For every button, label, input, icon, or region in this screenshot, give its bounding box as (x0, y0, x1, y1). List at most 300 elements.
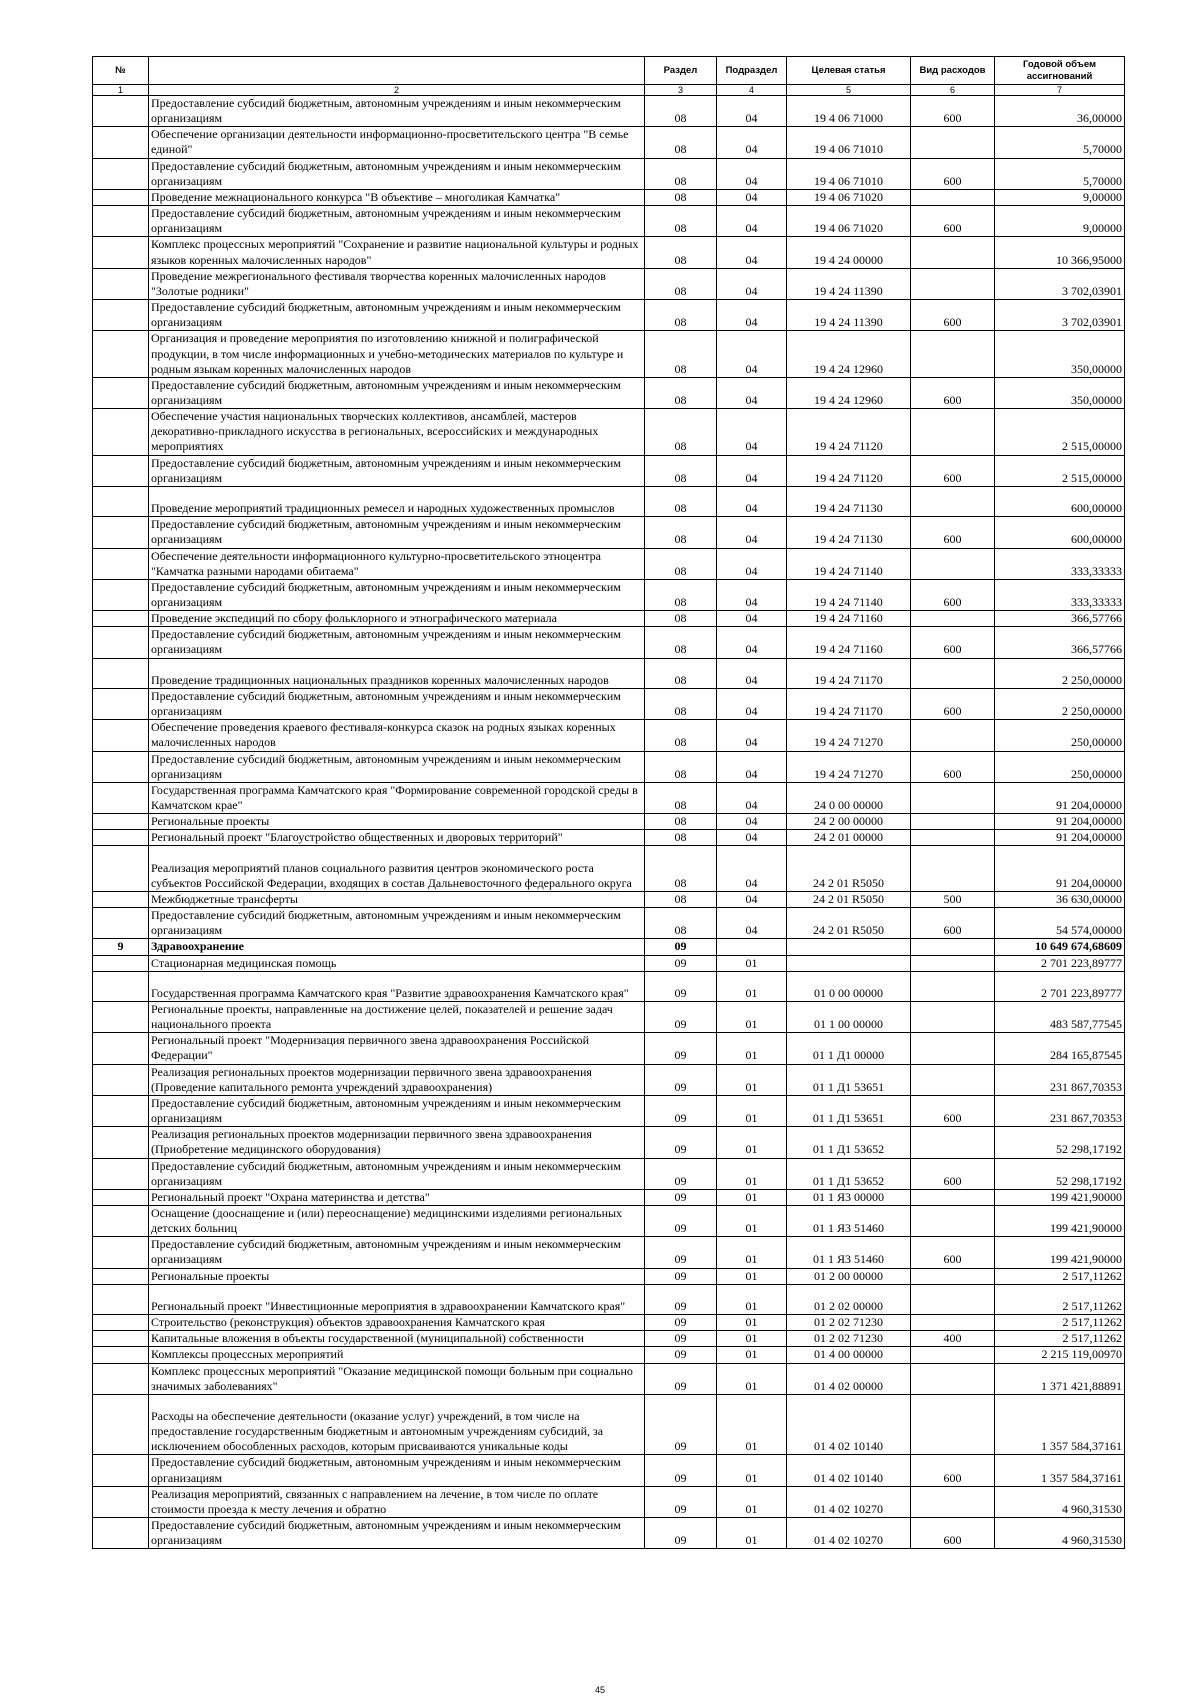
expense-type-cell (911, 1347, 995, 1363)
amount-cell: 600,00000 (995, 486, 1125, 516)
amount-cell: 333,33333 (995, 548, 1125, 579)
razdel-cell: 09 (645, 1284, 717, 1314)
row-number-cell (93, 611, 149, 627)
table-row (93, 1206, 1125, 1237)
target-article-cell: 24 2 01 R5050 (787, 846, 911, 891)
row-number-cell (93, 300, 149, 331)
item-name-cell: Предоставление субсидий бюджетным, автономным учреждениям и иным некоммерческим организациям (149, 751, 645, 782)
item-name-cell: Предоставление субсидий бюджетным, автономным учреждениям и иным некоммерческим организациям (149, 158, 645, 189)
podrazdel-cell: 01 (717, 1268, 787, 1284)
item-name-cell: Предоставление субсидий бюджетным, автономным учреждениям и иным некоммерческим организациям (149, 300, 645, 331)
table-row (93, 1455, 1125, 1486)
podrazdel-cell: 01 (717, 1315, 787, 1331)
row-number-cell (93, 1315, 149, 1331)
row-number-cell (93, 1001, 149, 1032)
item-name-cell: Реализация мероприятий, связанных с направлением на лечение, в том числе по оплате стоимости проезда к месту лечения и обратно (149, 1486, 645, 1517)
razdel-cell: 09 (645, 1486, 717, 1517)
razdel-cell: 08 (645, 268, 717, 299)
amount-cell: 2 701 223,89777 (995, 971, 1125, 1001)
razdel-cell: 09 (645, 1189, 717, 1205)
row-number-cell (93, 1206, 149, 1237)
row-number-cell (93, 658, 149, 688)
row-number-cell (93, 830, 149, 846)
target-article-cell: 19 4 24 71160 (787, 611, 911, 627)
table-row (93, 830, 1125, 846)
amount-cell: 2 517,11262 (995, 1331, 1125, 1347)
header-expense-type: Вид расходов (911, 57, 995, 85)
table-row (93, 688, 1125, 719)
razdel-cell: 09 (645, 1127, 717, 1158)
expense-type-cell: 600 (911, 908, 995, 939)
target-article-cell: 19 4 24 00000 (787, 237, 911, 268)
item-name-cell: Предоставление субсидий бюджетным, автономным учреждениям и иным некоммерческим организациям (149, 1237, 645, 1268)
item-name-cell: Организация и проведение мероприятия по изготовлению книжной и полиграфической продукции, в том числе информационных и учебно-методических материалов по культуре и родным языкам коренных малочисленных народов (149, 331, 645, 377)
razdel-cell: 09 (645, 1268, 717, 1284)
target-article-cell: 19 4 24 12960 (787, 331, 911, 377)
item-name-cell: Предоставление субсидий бюджетным, автономным учреждениям и иным некоммерческим организациям (149, 517, 645, 548)
row-number-cell (93, 1189, 149, 1205)
expense-type-cell (911, 814, 995, 830)
table-row (93, 1363, 1125, 1394)
item-name-cell: Реализация региональных проектов модернизации первичного звена здравоохранения (Приобретение медицинского оборудования) (149, 1127, 645, 1158)
podrazdel-cell: 01 (717, 1158, 787, 1189)
amount-cell: 2 515,00000 (995, 455, 1125, 486)
header-podrazdel: Подраздел (717, 57, 787, 85)
podrazdel-cell: 04 (717, 206, 787, 237)
amount-cell: 5,70000 (995, 158, 1125, 189)
target-article-cell: 24 2 00 00000 (787, 814, 911, 830)
row-number-cell (93, 1158, 149, 1189)
expense-type-cell (911, 1315, 995, 1331)
table-row (93, 1268, 1125, 1284)
razdel-cell: 08 (645, 300, 717, 331)
header-target-article: Целевая статья (787, 57, 911, 85)
item-name-cell: Обеспечение проведения краевого фестиваля-конкурса сказок на родных языках коренных малочисленных народов (149, 720, 645, 751)
row-number-cell (93, 486, 149, 516)
expense-type-cell: 600 (911, 1237, 995, 1268)
razdel-cell: 08 (645, 891, 717, 907)
item-name-cell: Региональные проекты (149, 1268, 645, 1284)
row-number-cell (93, 1033, 149, 1064)
target-article-cell: 01 4 02 10270 (787, 1518, 911, 1549)
expense-type-cell (911, 782, 995, 813)
item-name-cell: Предоставление субсидий бюджетным, автономным учреждениям и иным некоммерческим организациям (149, 908, 645, 939)
amount-cell: 199 421,90000 (995, 1206, 1125, 1237)
budget-table-sheet (92, 56, 1124, 1549)
amount-cell: 91 204,00000 (995, 814, 1125, 830)
podrazdel-cell: 01 (717, 1033, 787, 1064)
podrazdel-cell: 01 (717, 1486, 787, 1517)
podrazdel-cell: 01 (717, 1001, 787, 1032)
header-annual-amount: Годовой объем ассигнований (995, 57, 1125, 85)
amount-cell: 10 649 674,68609 (995, 939, 1125, 955)
table-row (93, 971, 1125, 1001)
expense-type-cell (911, 611, 995, 627)
expense-type-cell (911, 1268, 995, 1284)
header-number: № (93, 57, 149, 85)
expense-type-cell: 600 (911, 1095, 995, 1126)
page-number: 45 (594, 1685, 605, 1695)
table-row (93, 814, 1125, 830)
razdel-cell: 08 (645, 579, 717, 610)
target-article-cell: 19 4 24 71270 (787, 720, 911, 751)
row-number-cell (93, 1363, 149, 1394)
row-number-cell (93, 1331, 149, 1347)
target-article-cell: 19 4 24 71120 (787, 455, 911, 486)
row-number-cell (93, 955, 149, 971)
expense-type-cell (911, 1486, 995, 1517)
amount-cell: 91 204,00000 (995, 830, 1125, 846)
item-name-cell: Здравоохранение (149, 939, 645, 955)
expense-type-cell: 600 (911, 1455, 995, 1486)
target-article-cell: 01 1 Д1 53652 (787, 1158, 911, 1189)
table-row (93, 579, 1125, 610)
razdel-cell: 08 (645, 627, 717, 658)
expense-type-cell (911, 1033, 995, 1064)
row-number-cell (93, 206, 149, 237)
amount-cell: 91 204,00000 (995, 846, 1125, 891)
budget-table (92, 56, 1125, 1549)
item-name-cell: Стационарная медицинская помощь (149, 955, 645, 971)
target-article-cell: 19 4 24 71170 (787, 688, 911, 719)
razdel-cell: 08 (645, 377, 717, 408)
amount-cell: 366,57766 (995, 611, 1125, 627)
row-number-cell (93, 751, 149, 782)
item-name-cell: Предоставление субсидий бюджетным, автономным учреждениям и иным некоммерческим организациям (149, 1455, 645, 1486)
item-name-cell: Комплексы процессных мероприятий (149, 1347, 645, 1363)
amount-cell: 91 204,00000 (995, 782, 1125, 813)
column-number: 1 (93, 85, 149, 96)
target-article-cell: 01 2 02 00000 (787, 1284, 911, 1314)
podrazdel-cell: 01 (717, 1237, 787, 1268)
row-number-cell (93, 1095, 149, 1126)
amount-cell: 54 574,00000 (995, 908, 1125, 939)
row-number-cell (93, 1284, 149, 1314)
item-name-cell: Предоставление субсидий бюджетным, автономным учреждениям и иным некоммерческим организациям (149, 377, 645, 408)
amount-cell: 2 250,00000 (995, 688, 1125, 719)
table-row (93, 268, 1125, 299)
razdel-cell: 09 (645, 1095, 717, 1126)
item-name-cell: Комплекс процессных мероприятий "Сохранение и развитие национальной культуры и родных языков коренных малочисленных народов" (149, 237, 645, 268)
expense-type-cell (911, 1394, 995, 1455)
razdel-cell: 08 (645, 127, 717, 158)
expense-type-cell (911, 1363, 995, 1394)
podrazdel-cell: 01 (717, 971, 787, 1001)
razdel-cell: 08 (645, 611, 717, 627)
amount-cell: 3 702,03901 (995, 268, 1125, 299)
podrazdel-cell: 04 (717, 579, 787, 610)
expense-type-cell: 600 (911, 1518, 995, 1549)
expense-type-cell (911, 971, 995, 1001)
item-name-cell: Межбюджетные трансферты (149, 891, 645, 907)
target-article-cell: 19 4 24 71140 (787, 579, 911, 610)
razdel-cell: 08 (645, 331, 717, 377)
row-number-cell (93, 846, 149, 891)
podrazdel-cell: 04 (717, 331, 787, 377)
podrazdel-cell: 01 (717, 1189, 787, 1205)
table-row (93, 782, 1125, 813)
target-article-cell: 01 0 00 00000 (787, 971, 911, 1001)
item-name-cell: Проведение межнационального конкурса "В объективе – многоликая Камчатка" (149, 189, 645, 205)
table-row (93, 1347, 1125, 1363)
amount-cell: 199 421,90000 (995, 1189, 1125, 1205)
target-article-cell: 01 2 02 71230 (787, 1331, 911, 1347)
table-row (93, 377, 1125, 408)
amount-cell: 36,00000 (995, 96, 1125, 127)
target-article-cell (787, 939, 911, 955)
razdel-cell: 08 (645, 158, 717, 189)
target-article-cell: 19 4 24 71120 (787, 409, 911, 455)
target-article-cell: 01 1 Д1 00000 (787, 1033, 911, 1064)
amount-cell: 1 371 421,88891 (995, 1363, 1125, 1394)
column-number: 6 (911, 85, 995, 96)
razdel-cell: 08 (645, 237, 717, 268)
row-number-cell (93, 237, 149, 268)
row-number-cell (93, 331, 149, 377)
podrazdel-cell: 01 (717, 1206, 787, 1237)
amount-cell: 1 357 584,37161 (995, 1455, 1125, 1486)
amount-cell: 2 517,11262 (995, 1315, 1125, 1331)
column-number: 3 (645, 85, 717, 96)
target-article-cell: 19 4 24 71170 (787, 658, 911, 688)
expense-type-cell: 600 (911, 688, 995, 719)
row-number-cell (93, 971, 149, 1001)
expense-type-cell: 600 (911, 1158, 995, 1189)
target-article-cell: 19 4 06 71000 (787, 96, 911, 127)
expense-type-cell: 600 (911, 579, 995, 610)
podrazdel-cell: 01 (717, 955, 787, 971)
expense-type-cell: 400 (911, 1331, 995, 1347)
podrazdel-cell: 04 (717, 782, 787, 813)
podrazdel-cell: 01 (717, 1331, 787, 1347)
razdel-cell: 08 (645, 720, 717, 751)
target-article-cell: 19 4 24 11390 (787, 300, 911, 331)
row-number-cell (93, 158, 149, 189)
amount-cell: 52 298,17192 (995, 1127, 1125, 1158)
table-row (93, 1394, 1125, 1455)
amount-cell: 231 867,70353 (995, 1064, 1125, 1095)
target-article-cell: 19 4 06 71010 (787, 127, 911, 158)
item-name-cell: Государственная программа Камчатского края "Формирование современной городской среды в Камчатском крае" (149, 782, 645, 813)
column-number-row (93, 85, 1125, 96)
amount-cell: 284 165,87545 (995, 1033, 1125, 1064)
amount-cell: 199 421,90000 (995, 1237, 1125, 1268)
podrazdel-cell: 04 (717, 189, 787, 205)
expense-type-cell (911, 237, 995, 268)
target-article-cell: 01 1 Д1 53651 (787, 1064, 911, 1095)
amount-cell: 36 630,00000 (995, 891, 1125, 907)
item-name-cell: Предоставление субсидий бюджетным, автономным учреждениям и иным некоммерческим организациям (149, 627, 645, 658)
target-article-cell: 01 1 Д1 53651 (787, 1095, 911, 1126)
expense-type-cell (911, 1064, 995, 1095)
row-number-cell (93, 455, 149, 486)
target-article-cell: 24 0 00 00000 (787, 782, 911, 813)
razdel-cell: 08 (645, 688, 717, 719)
razdel-cell: 09 (645, 1455, 717, 1486)
amount-cell: 350,00000 (995, 331, 1125, 377)
expense-type-cell (911, 486, 995, 516)
row-number-cell (93, 1347, 149, 1363)
expense-type-cell (911, 268, 995, 299)
expense-type-cell (911, 409, 995, 455)
podrazdel-cell: 01 (717, 1064, 787, 1095)
expense-type-cell (911, 955, 995, 971)
podrazdel-cell: 04 (717, 846, 787, 891)
razdel-cell: 09 (645, 1206, 717, 1237)
amount-cell: 10 366,95000 (995, 237, 1125, 268)
item-name-cell: Расходы на обеспечение деятельности (оказание услуг) учреждений, в том числе на предоставление государственным бюджетным и автономным учреждениям субсидий, за исключением обособленных расходов, которым присваиваются уникальные коды (149, 1394, 645, 1455)
expense-type-cell: 600 (911, 517, 995, 548)
target-article-cell: 19 4 24 71130 (787, 517, 911, 548)
razdel-cell: 08 (645, 409, 717, 455)
amount-cell: 4 960,31530 (995, 1518, 1125, 1549)
row-number-cell (93, 908, 149, 939)
amount-cell: 483 587,77545 (995, 1001, 1125, 1032)
table-row (93, 955, 1125, 971)
podrazdel-cell: 04 (717, 688, 787, 719)
razdel-cell: 09 (645, 1237, 717, 1268)
table-row (93, 331, 1125, 377)
row-number-cell (93, 1486, 149, 1517)
amount-cell: 250,00000 (995, 751, 1125, 782)
podrazdel-cell: 04 (717, 627, 787, 658)
razdel-cell: 08 (645, 846, 717, 891)
expense-type-cell (911, 127, 995, 158)
podrazdel-cell: 01 (717, 1394, 787, 1455)
razdel-cell: 09 (645, 1518, 717, 1549)
item-name-cell: Проведение экспедиций по сбору фольклорного и этнографического материала (149, 611, 645, 627)
amount-cell: 333,33333 (995, 579, 1125, 610)
item-name-cell: Региональный проект "Модернизация первичного звена здравоохранения Российской Федерации" (149, 1033, 645, 1064)
table-row (93, 455, 1125, 486)
item-name-cell: Проведение межрегионального фестиваля творчества коренных малочисленных народов "Золотые родники" (149, 268, 645, 299)
amount-cell: 600,00000 (995, 517, 1125, 548)
table-row (93, 158, 1125, 189)
table-row (93, 908, 1125, 939)
amount-cell: 2 250,00000 (995, 658, 1125, 688)
expense-type-cell (911, 548, 995, 579)
podrazdel-cell: 04 (717, 814, 787, 830)
row-number-cell (93, 720, 149, 751)
target-article-cell: 01 4 02 10270 (787, 1486, 911, 1517)
target-article-cell: 01 4 00 00000 (787, 1347, 911, 1363)
row-number-cell (93, 814, 149, 830)
target-article-cell: 24 2 01 R5050 (787, 908, 911, 939)
expense-type-cell: 600 (911, 627, 995, 658)
table-row (93, 1001, 1125, 1032)
item-name-cell: Региональный проект "Инвестиционные мероприятия в здравоохранении Камчатского края" (149, 1284, 645, 1314)
item-name-cell: Региональный проект "Благоустройство общественных и дворовых территорий" (149, 830, 645, 846)
row-number-cell (93, 627, 149, 658)
row-number-cell (93, 268, 149, 299)
item-name-cell: Реализация региональных проектов модернизации первичного звена здравоохранения (Проведение капитального ремонта учреждений здравоохранения) (149, 1064, 645, 1095)
table-row (93, 939, 1125, 955)
table-row (93, 127, 1125, 158)
row-number-cell (93, 1268, 149, 1284)
podrazdel-cell: 01 (717, 1518, 787, 1549)
target-article-cell: 01 2 00 00000 (787, 1268, 911, 1284)
podrazdel-cell: 04 (717, 517, 787, 548)
target-article-cell: 19 4 06 71010 (787, 158, 911, 189)
table-row (93, 627, 1125, 658)
item-name-cell: Предоставление субсидий бюджетным, автономным учреждениям и иным некоммерческим организациям (149, 455, 645, 486)
item-name-cell: Предоставление субсидий бюджетным, автономным учреждениям и иным некоммерческим организациям (149, 579, 645, 610)
amount-cell: 350,00000 (995, 377, 1125, 408)
podrazdel-cell: 04 (717, 158, 787, 189)
amount-cell: 366,57766 (995, 627, 1125, 658)
table-row (93, 846, 1125, 891)
table-header (93, 57, 1125, 96)
table-row (93, 206, 1125, 237)
item-name-cell: Обеспечение деятельности информационного культурно-просветительского этноцентра "Камчатка разными народами обитаема" (149, 548, 645, 579)
podrazdel-cell: 04 (717, 127, 787, 158)
razdel-cell: 08 (645, 96, 717, 127)
podrazdel-cell: 04 (717, 237, 787, 268)
item-name-cell: Строительство (реконструкция) объектов здравоохранения Камчатского края (149, 1315, 645, 1331)
razdel-cell: 08 (645, 455, 717, 486)
table-row (93, 300, 1125, 331)
item-name-cell: Оснащение (дооснащение и (или) переоснащение) медицинскими изделиями региональных детских больниц (149, 1206, 645, 1237)
item-name-cell: Капитальные вложения в объекты государственной (муниципальной) собственности (149, 1331, 645, 1347)
target-article-cell: 19 4 24 12960 (787, 377, 911, 408)
table-row (93, 891, 1125, 907)
expense-type-cell: 600 (911, 96, 995, 127)
expense-type-cell: 500 (911, 891, 995, 907)
podrazdel-cell: 04 (717, 720, 787, 751)
row-number-cell (93, 377, 149, 408)
podrazdel-cell: 04 (717, 908, 787, 939)
razdel-cell: 08 (645, 658, 717, 688)
expense-type-cell (911, 1284, 995, 1314)
amount-cell: 1 357 584,37161 (995, 1394, 1125, 1455)
razdel-cell: 09 (645, 971, 717, 1001)
expense-type-cell: 600 (911, 377, 995, 408)
expense-type-cell (911, 1206, 995, 1237)
razdel-cell: 08 (645, 189, 717, 205)
row-number-cell (93, 1394, 149, 1455)
header-razdel: Раздел (645, 57, 717, 85)
expense-type-cell (911, 1127, 995, 1158)
item-name-cell: Обеспечение организации деятельности информационно-просветительского центра "В семье единой" (149, 127, 645, 158)
item-name-cell: Предоставление субсидий бюджетным, автономным учреждениям и иным некоммерческим организациям (149, 1095, 645, 1126)
podrazdel-cell: 04 (717, 268, 787, 299)
podrazdel-cell (717, 939, 787, 955)
table-row (93, 1284, 1125, 1314)
razdel-cell: 08 (645, 814, 717, 830)
razdel-cell: 08 (645, 830, 717, 846)
table-row (93, 237, 1125, 268)
expense-type-cell (911, 331, 995, 377)
table-row (93, 1331, 1125, 1347)
row-number-cell (93, 517, 149, 548)
item-name-cell: Региональные проекты, направленные на достижение целей, показателей и решение задач национального проекта (149, 1001, 645, 1032)
razdel-cell: 09 (645, 1394, 717, 1455)
table-row (93, 1237, 1125, 1268)
razdel-cell: 08 (645, 206, 717, 237)
expense-type-cell: 600 (911, 455, 995, 486)
column-number: 2 (149, 85, 645, 96)
razdel-cell: 08 (645, 782, 717, 813)
item-name-cell: Предоставление субсидий бюджетным, автономным учреждениям и иным некоммерческим организациям (149, 206, 645, 237)
razdel-cell: 08 (645, 548, 717, 579)
podrazdel-cell: 04 (717, 751, 787, 782)
table-row (93, 720, 1125, 751)
amount-cell: 250,00000 (995, 720, 1125, 751)
amount-cell: 52 298,17192 (995, 1158, 1125, 1189)
podrazdel-cell: 04 (717, 377, 787, 408)
amount-cell: 2 215 119,00970 (995, 1347, 1125, 1363)
amount-cell: 2 517,11262 (995, 1268, 1125, 1284)
